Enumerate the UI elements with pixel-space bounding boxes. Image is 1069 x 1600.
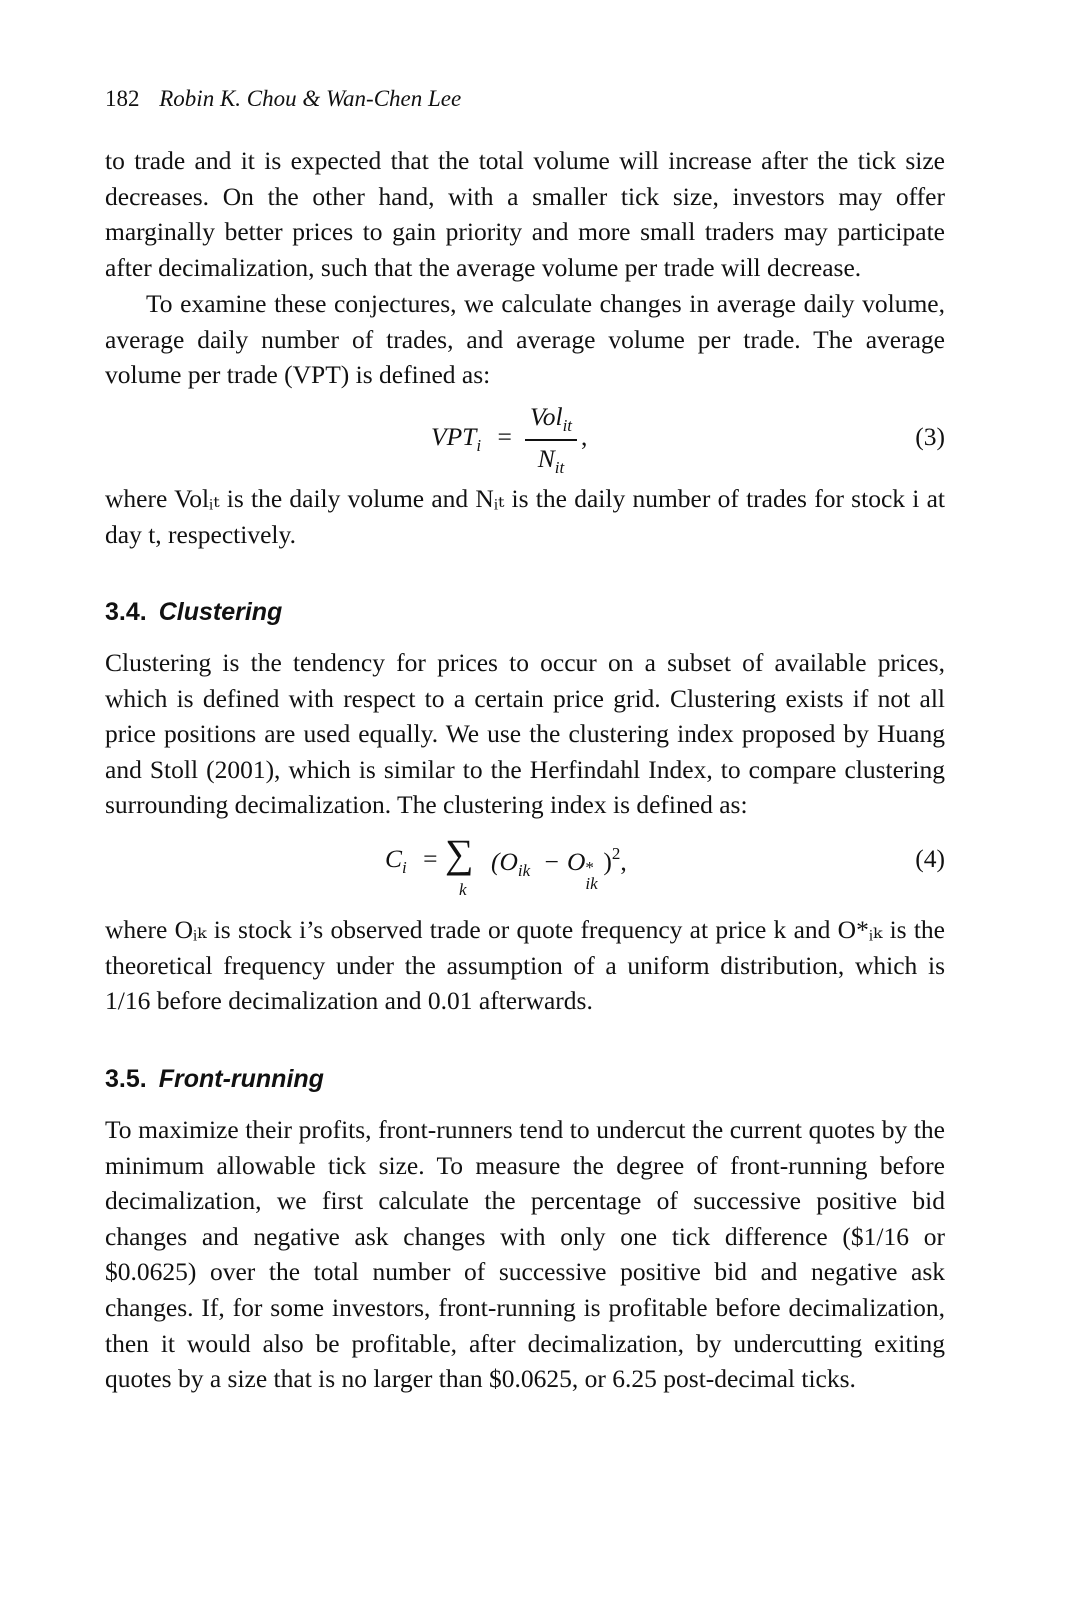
running-header-authors: Robin K. Chou & Wan-Chen Lee: [159, 86, 462, 111]
paragraph-1: [105, 143, 945, 285]
paragraph-1-text: to trade and it is expected that the total volume will increase after the tick size decreases. On the other hand, with a smaller tick size, investors may offer marginally better prices to gain priority and more small traders may participate after decimalization, such that the average volume per trade will decrease.: [105, 146, 945, 282]
section-number: 3.5.: [105, 1065, 147, 1093]
paragraph-5-text: where Oᵢₖ is stock i’s observed trade or quote frequency at price k and O*ᵢₖ is the theoretical frequency under the assumption of a uniform distribution, which is 1/16 before decimalization and 0.01 afterwards.: [105, 915, 945, 1016]
summation-symbol: ∑: [445, 831, 474, 876]
section-heading-3-4: [105, 598, 282, 627]
equation-3-lhs: $VPT_i$ =: [431, 422, 512, 455]
paragraph-3: [105, 481, 945, 552]
equation-3: [105, 398, 945, 478]
section-heading-3-5: [105, 1065, 324, 1094]
paragraph-6-text: To maximize their profits, front-runners tend to undercut the current quotes by the minimum allowable tick size. To measure the degree of front-running before decimalization, we first calculate the percentage of successive positive bid changes and negative ask changes with only one tick difference ($1/16 or $0.0625) over the total number of successive positive bid and negative ask changes. If, for some investors, front-running is profitable before decimalization, then it would also be profitable, after decimalization, by undercutting exiting quotes by a size that is no larger than $0.0625, or 6.25 post-decimal ticks.: [105, 1115, 945, 1394]
paragraph-2: [105, 286, 945, 393]
section-title: Clustering: [158, 598, 283, 626]
paragraph-2-text: To examine these conjectures, we calculate changes in average daily volume, average daily number of trades, and average volume per trade. The average volume per trade (VPT) is defined as:: [105, 289, 945, 390]
equation-3-fraction: [525, 402, 577, 478]
page-number: 182: [105, 86, 140, 111]
paragraph-5: [105, 912, 945, 1019]
equation-4-number: (4): [915, 844, 945, 873]
equation-3-number: (3): [915, 422, 945, 451]
equation-3-numerator: Vol$_{it}$: [529, 402, 573, 435]
equation-4-body: ($O_{ik} - O$ * ik )$^2$,: [491, 844, 627, 893]
summation-index: k: [459, 880, 467, 899]
paragraph-3-text: where Volᵢₜ is the daily volume and Nᵢₜ is the daily number of trades for stock i at day t, respectively.: [105, 484, 945, 549]
equation-3-comma: ,: [581, 422, 588, 451]
equation-3-denominator: $N_{it}$: [537, 443, 565, 477]
paragraph-4-text: Clustering is the tendency for prices to occur on a subset of available prices, which is defined with respect to a certain price grid. Clustering exists if not all price positions are used equally. We use the clustering index proposed by Huang and Stoll (2001), which is similar to the Herfindahl Index, to compare clustering surrounding decimalization. The clustering index is defined as:: [105, 648, 945, 820]
section-number: 3.4.: [105, 598, 147, 626]
paragraph-6: [105, 1112, 945, 1397]
fraction-bar: [525, 439, 577, 441]
paragraph-4: [105, 645, 945, 823]
running-header: [105, 86, 461, 112]
equation-4: [105, 830, 945, 910]
equation-4-lhs: $C_i$ =: [385, 844, 438, 877]
section-title: Front-running: [158, 1065, 324, 1093]
